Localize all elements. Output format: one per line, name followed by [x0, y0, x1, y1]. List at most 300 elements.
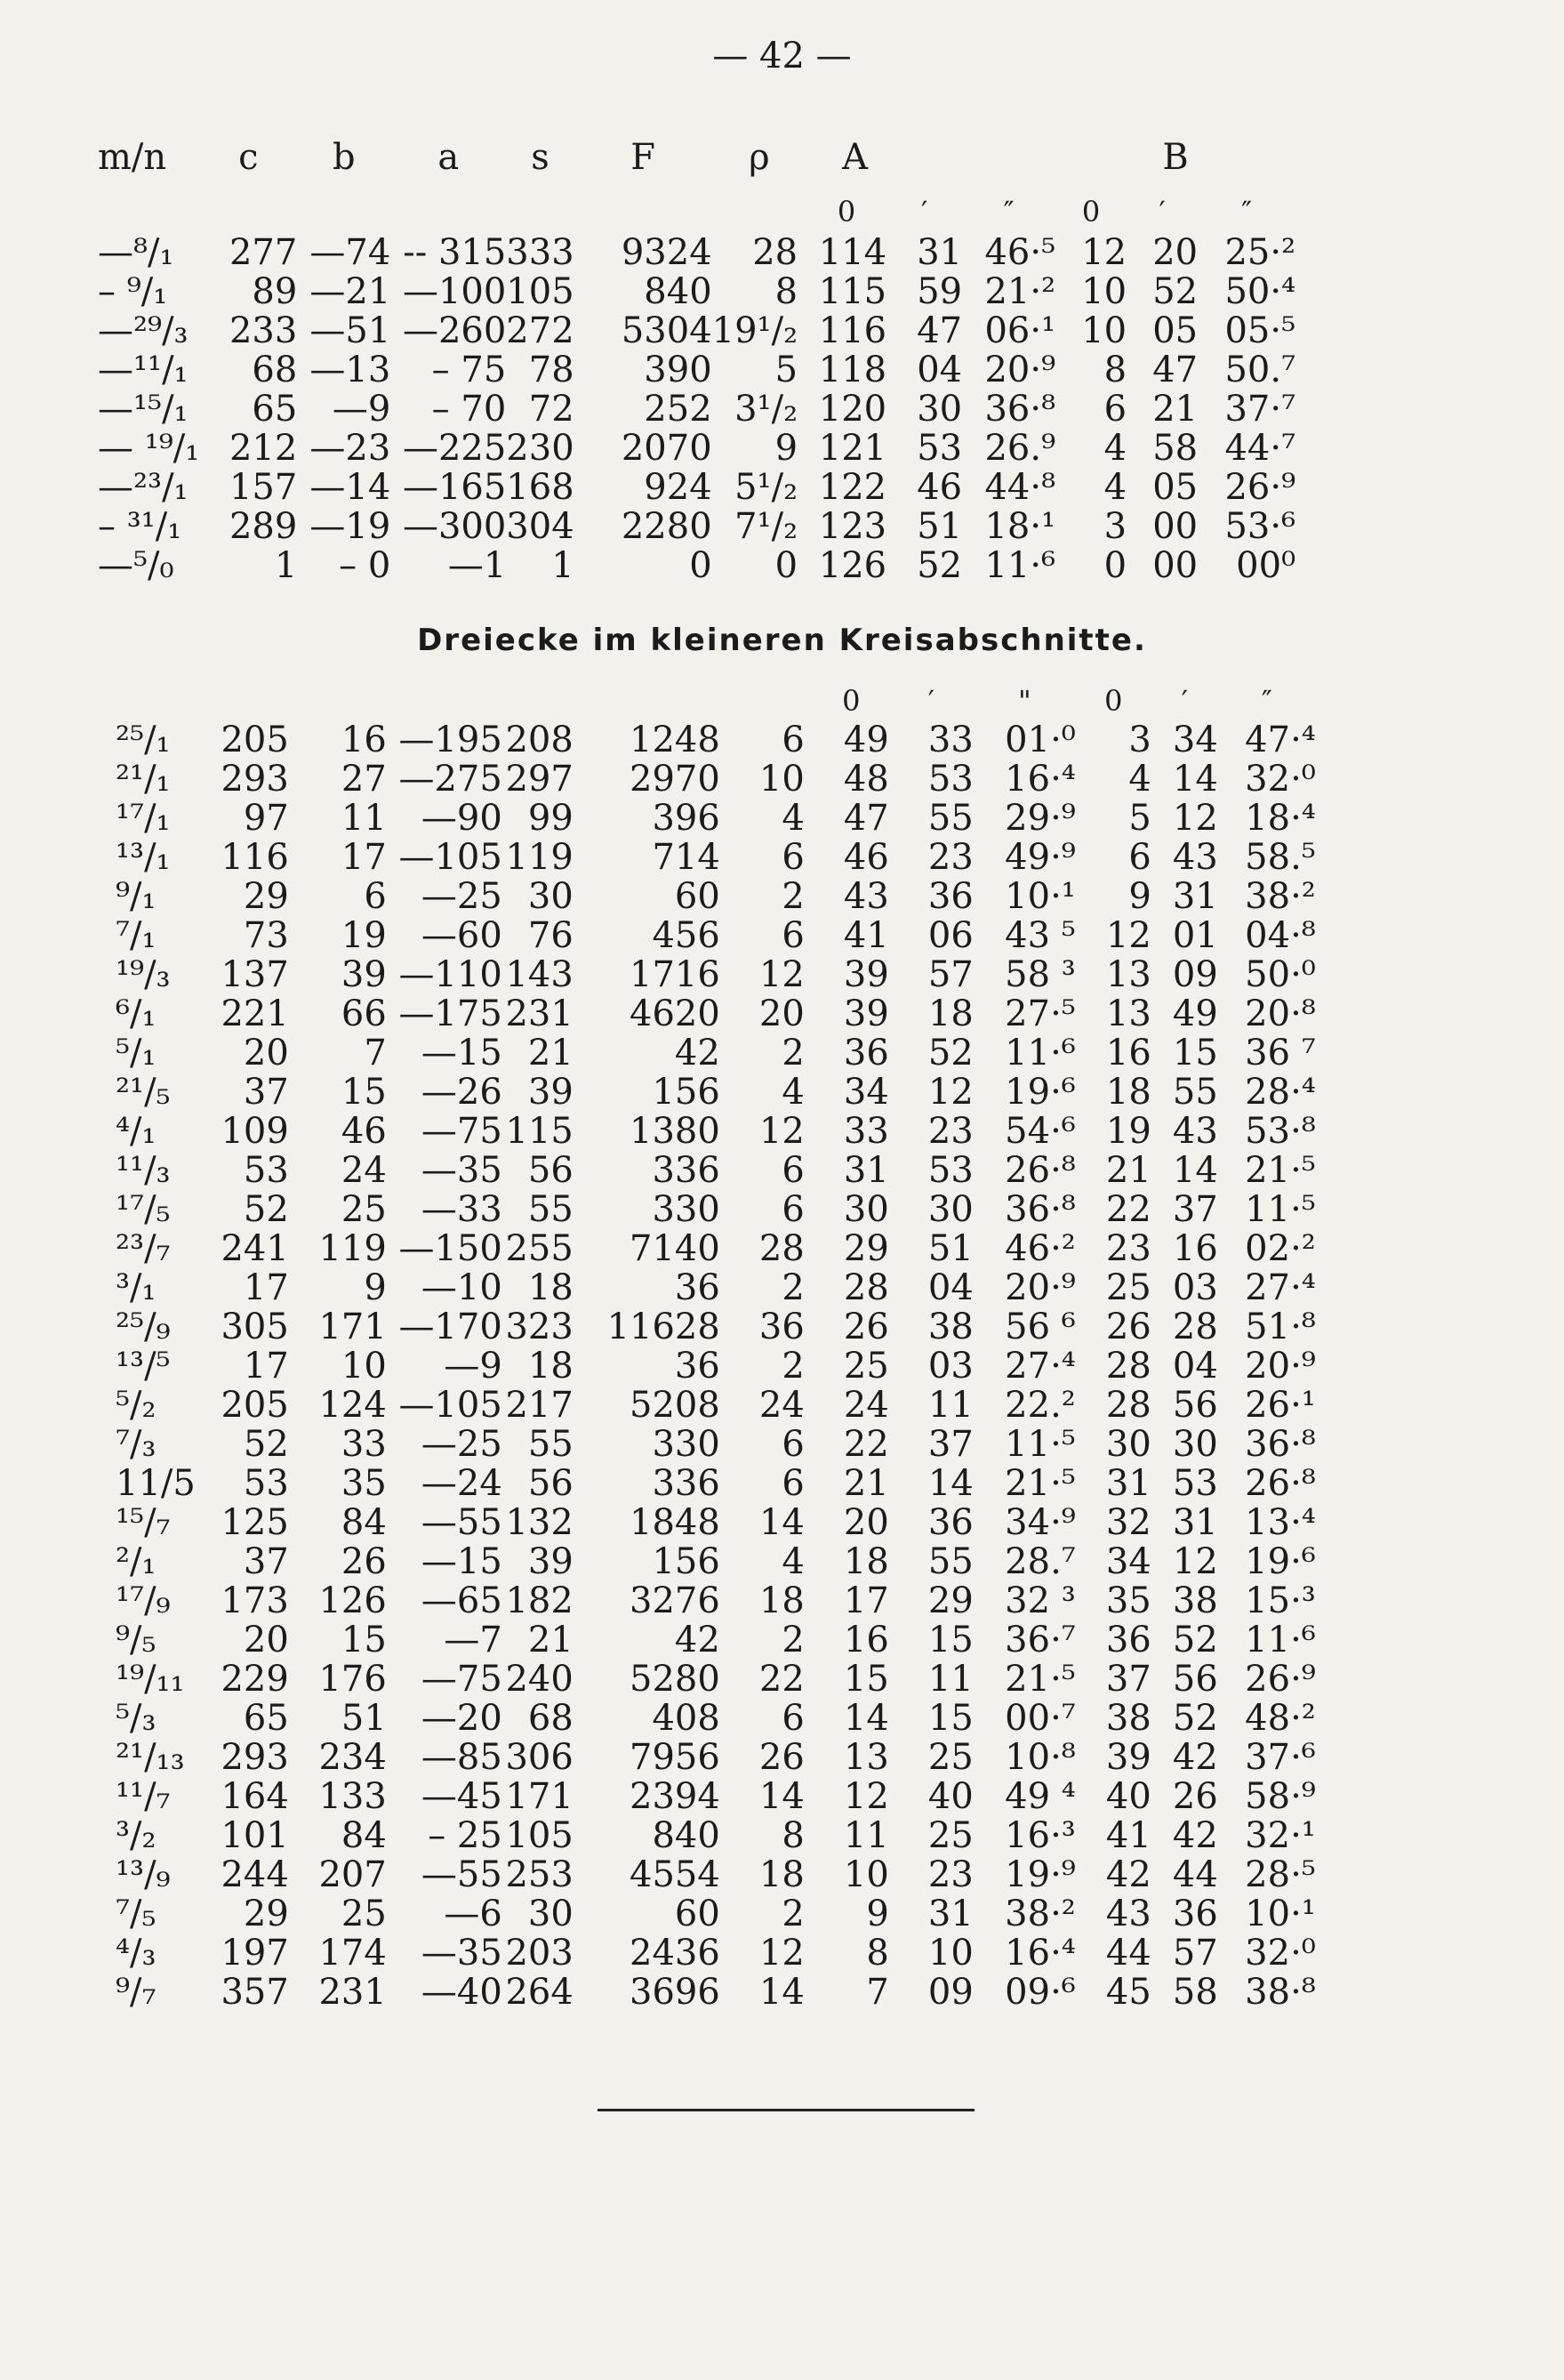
a-cell: —60 [421, 915, 502, 956]
fraction-cell: ⁷/₁ [116, 915, 156, 956]
b-deg-cell: 30 [1105, 1424, 1151, 1465]
a-min-cell: 46 [917, 467, 963, 508]
fraction-cell: ²¹/₁₃ [116, 1737, 185, 1778]
b-min-cell: 58 [1172, 1972, 1218, 2013]
b-deg-cell: 36 [1105, 1620, 1151, 1660]
s-cell: 119 [505, 837, 573, 878]
a-sec-cell: 49 ⁴ [1005, 1776, 1076, 1817]
a-cell: —165 [402, 467, 507, 508]
rho-cell: 2 [782, 1346, 805, 1387]
b-min-cell: 31 [1172, 1502, 1218, 1543]
a-cell: —10 [421, 1267, 502, 1308]
f-cell: 0 [689, 545, 712, 586]
table-row [116, 760, 1316, 799]
a-cell: —260 [402, 310, 507, 351]
f-cell: 330 [652, 1424, 720, 1465]
a-min-cell: 36 [927, 876, 974, 917]
f-cell: 4554 [630, 1854, 720, 1895]
a-cell: —100 [402, 271, 507, 312]
b-min-cell: 38 [1172, 1580, 1218, 1621]
a-min-cell: 31 [917, 232, 963, 273]
unit-b-sec: ″ [1241, 195, 1253, 229]
rho-cell: 2 [782, 1033, 805, 1073]
b-cell: 25 [341, 1894, 387, 1934]
fraction-cell: ¹¹/₃ [116, 1150, 171, 1191]
a-min-cell: 11 [927, 1385, 974, 1426]
b-sec-cell: 58.⁵ [1245, 837, 1316, 878]
s-cell: 143 [505, 954, 573, 995]
b-deg-cell: 12 [1105, 915, 1151, 956]
fraction-cell: ⁹/₇ [116, 1972, 156, 2013]
f-cell: 3696 [630, 1972, 720, 2013]
a-deg-cell: 20 [843, 1502, 889, 1543]
b-cell: 15 [341, 1620, 387, 1660]
f-cell: 336 [652, 1463, 720, 1504]
a-min-cell: 30 [917, 389, 963, 430]
b-cell: 33 [341, 1424, 387, 1465]
c-cell: 221 [221, 993, 289, 1034]
c-cell: 73 [243, 915, 289, 956]
rho-cell: 2 [782, 1267, 805, 1308]
rho-cell: 6 [782, 1463, 805, 1504]
b-min-cell: 42 [1172, 1815, 1218, 1856]
b-sec-cell: 44·⁷ [1224, 428, 1296, 469]
a-cell: —105 [398, 1385, 502, 1426]
b-min-cell: 00 [1152, 545, 1199, 586]
fraction-cell: ⁶/₁ [116, 993, 156, 1034]
c-cell: 37 [243, 1541, 289, 1582]
a-sec-cell: 19·⁹ [1005, 1854, 1076, 1895]
a-deg-cell: 7 [866, 1972, 889, 2013]
s-cell: 297 [505, 759, 573, 800]
s-cell: 30 [527, 876, 573, 917]
a-deg-cell: 9 [866, 1894, 889, 1934]
b-sec-cell: 00⁰ [1236, 545, 1296, 586]
f-cell: 5280 [630, 1659, 720, 1700]
unit-b-min: ′ [1181, 684, 1188, 718]
table-row [98, 468, 1295, 507]
c-cell: 197 [221, 1933, 289, 1974]
a-sec-cell: 11·⁶ [984, 545, 1056, 586]
unit-a-min: ′ [920, 195, 928, 229]
a-deg-cell: 21 [843, 1463, 889, 1504]
a-deg-cell: 28 [843, 1267, 889, 1308]
f-cell: 1380 [630, 1111, 720, 1152]
fraction-cell: —⁵/₀ [98, 545, 174, 586]
rho-cell: 18 [758, 1854, 805, 1895]
table-row [116, 1934, 1316, 1973]
b-sec-cell: 37·⁶ [1245, 1737, 1316, 1778]
f-cell: 336 [652, 1150, 720, 1191]
b-deg-cell: 10 [1081, 271, 1127, 312]
b-min-cell: 00 [1152, 506, 1199, 547]
a-deg-cell: 46 [843, 837, 889, 878]
fraction-cell: ¹⁹/₁₁ [116, 1659, 185, 1700]
table-row [116, 799, 1316, 838]
c-cell: 173 [221, 1580, 289, 1621]
a-min-cell: 15 [927, 1620, 974, 1660]
b-min-cell: 31 [1172, 876, 1218, 917]
a-sec-cell: 27·⁴ [1005, 1346, 1076, 1387]
b-sec-cell: 32·⁰ [1245, 1933, 1316, 1974]
f-cell: 42 [674, 1620, 720, 1660]
fraction-cell: ⁵/₂ [116, 1385, 156, 1426]
b-min-cell: 30 [1172, 1424, 1218, 1465]
fraction-cell: ²/₁ [116, 1541, 156, 1582]
b-cell: 234 [318, 1737, 387, 1778]
a-deg-cell: 25 [843, 1346, 889, 1387]
a-min-cell: 51 [927, 1228, 974, 1269]
f-cell: 9324 [621, 232, 712, 273]
fraction-cell: ⁷/₅ [116, 1894, 156, 1934]
a-cell: —55 [421, 1854, 502, 1895]
rho-cell: 6 [782, 837, 805, 878]
fraction-cell: ⁴/₃ [116, 1933, 156, 1974]
b-deg-cell: 13 [1105, 993, 1151, 1034]
b-deg-cell: 23 [1105, 1228, 1151, 1269]
a-deg-cell: 114 [818, 232, 887, 273]
header-c: c [238, 137, 259, 178]
c-cell: 205 [221, 720, 289, 760]
rho-cell: 8 [782, 1815, 805, 1856]
fraction-cell: — ¹⁹/₁ [98, 428, 200, 469]
c-cell: 52 [243, 1189, 289, 1230]
table-row [116, 1073, 1316, 1112]
b-sec-cell: 28·⁴ [1245, 1072, 1316, 1113]
b-cell: 27 [341, 759, 387, 800]
table-row [98, 350, 1295, 390]
rho-cell: 14 [758, 1502, 805, 1543]
a-deg-cell: 43 [843, 876, 889, 917]
b-cell: 133 [318, 1776, 387, 1817]
fraction-cell: ²¹/₅ [116, 1072, 171, 1113]
b-sec-cell: 27·⁴ [1245, 1267, 1316, 1308]
table-row [116, 1542, 1316, 1581]
rho-cell: 4 [782, 798, 805, 839]
b-min-cell: 05 [1152, 310, 1199, 351]
a-cell: —15 [421, 1541, 502, 1582]
a-deg-cell: 11 [843, 1815, 889, 1856]
s-cell: 76 [527, 915, 573, 956]
a-cell: —40 [421, 1972, 502, 2013]
a-deg-cell: 39 [843, 993, 889, 1034]
s-cell: 253 [505, 1854, 573, 1895]
f-cell: 11628 [606, 1307, 720, 1347]
a-min-cell: 59 [917, 271, 963, 312]
a-deg-cell: 115 [818, 271, 887, 312]
a-sec-cell: 11·⁵ [1005, 1424, 1076, 1465]
b-sec-cell: 36·⁸ [1245, 1424, 1316, 1465]
a-deg-cell: 10 [843, 1854, 889, 1895]
a-cell: —6 [444, 1894, 502, 1934]
header-rho: ρ [749, 137, 770, 178]
b-min-cell: 20 [1152, 232, 1199, 273]
rho-cell: 4 [782, 1072, 805, 1113]
b-sec-cell: 05·⁵ [1224, 310, 1296, 351]
b-sec-cell: 25·² [1224, 232, 1296, 273]
fraction-cell: ¹³/₁ [116, 837, 171, 878]
b-sec-cell: 02·² [1245, 1228, 1316, 1269]
b-sec-cell: 21·⁵ [1245, 1150, 1316, 1191]
table-row [116, 1425, 1316, 1464]
unit-b-deg: 0 [1081, 195, 1101, 229]
a-min-cell: 29 [927, 1580, 974, 1621]
b-min-cell: 47 [1152, 350, 1199, 390]
c-cell: 137 [221, 954, 289, 995]
b-min-cell: 49 [1172, 993, 1218, 1034]
fraction-cell: ¹⁵/₇ [116, 1502, 171, 1543]
a-deg-cell: 17 [843, 1580, 889, 1621]
a-cell: —15 [421, 1033, 502, 1073]
s-cell: 306 [505, 1737, 573, 1778]
b-cell: 207 [318, 1854, 387, 1895]
a-cell: —20 [421, 1698, 502, 1739]
b-deg-cell: 28 [1105, 1346, 1151, 1387]
table-row [116, 1738, 1316, 1777]
table-row [98, 429, 1295, 468]
b-cell: 126 [318, 1580, 387, 1621]
table-row [116, 1660, 1316, 1699]
rho-cell: 8 [774, 271, 798, 312]
f-cell: 2436 [630, 1933, 720, 1974]
table-row [116, 1307, 1316, 1347]
a-sec-cell: 58 ³ [1005, 954, 1076, 995]
b-deg-cell: 3 [1128, 720, 1151, 760]
a-sec-cell: 22.² [1005, 1385, 1076, 1426]
c-cell: 65 [252, 389, 298, 430]
b-min-cell: 52 [1172, 1620, 1218, 1660]
b-sec-cell: 48·² [1245, 1698, 1316, 1739]
fraction-cell: ¹⁷/₅ [116, 1189, 171, 1230]
a-cell: —300 [402, 506, 507, 547]
unit-a-deg: 0 [837, 195, 856, 229]
a-cell: —75 [421, 1659, 502, 1700]
b-min-cell: 55 [1172, 1072, 1218, 1113]
b-min-cell: 03 [1172, 1267, 1218, 1308]
b-deg-cell: 25 [1105, 1267, 1151, 1308]
fraction-cell: —¹¹/₁ [98, 350, 188, 390]
f-cell: 330 [652, 1189, 720, 1230]
header-a: a [437, 137, 460, 178]
a-sec-cell: 49·⁹ [1005, 837, 1076, 878]
a-sec-cell: 10·¹ [1005, 876, 1076, 917]
b-sec-cell: 36 ⁷ [1245, 1033, 1316, 1073]
fraction-cell: ³/₂ [116, 1815, 156, 1856]
rho-cell: 5 [774, 350, 798, 390]
fraction-cell: ⁷/₃ [116, 1424, 156, 1465]
a-deg-cell: 41 [843, 915, 889, 956]
b-min-cell: 53 [1172, 1463, 1218, 1504]
a-min-cell: 55 [927, 798, 974, 839]
fraction-cell: ³/₁ [116, 1267, 156, 1308]
a-cell: —105 [398, 837, 502, 878]
rho-cell: 5¹/₂ [734, 467, 798, 508]
section-title: Dreiecke im kleineren Kreisabschnitte. [417, 623, 1147, 658]
b-cell: 124 [318, 1385, 387, 1426]
a-sec-cell: 18·¹ [984, 506, 1056, 547]
table-row [116, 1581, 1316, 1620]
f-cell: 2070 [621, 428, 712, 469]
b-cell: —51 [309, 310, 391, 351]
b-deg-cell: 0 [1103, 545, 1127, 586]
b-min-cell: 43 [1172, 837, 1218, 878]
b-deg-cell: 41 [1105, 1815, 1151, 1856]
b-deg-cell: 4 [1103, 428, 1127, 469]
c-cell: 293 [221, 759, 289, 800]
f-cell: 7956 [630, 1737, 720, 1778]
b-min-cell: 15 [1172, 1033, 1218, 1073]
table-row [116, 955, 1316, 994]
rho-cell: 6 [782, 915, 805, 956]
c-cell: 277 [229, 232, 298, 273]
a-min-cell: 25 [927, 1815, 974, 1856]
c-cell: 53 [243, 1463, 289, 1504]
a-cell: -- 315 [403, 232, 507, 273]
a-cell: —170 [398, 1307, 502, 1347]
table-row [116, 1190, 1316, 1229]
c-cell: 89 [252, 271, 298, 312]
table-row [98, 233, 1295, 272]
s-cell: 182 [505, 1580, 573, 1621]
a-deg-cell: 30 [843, 1189, 889, 1230]
a-deg-cell: 14 [843, 1698, 889, 1739]
a-deg-cell: 49 [843, 720, 889, 760]
b-deg-cell: 40 [1105, 1776, 1151, 1817]
table-row [98, 390, 1295, 429]
f-cell: 408 [652, 1698, 720, 1739]
f-cell: 156 [652, 1541, 720, 1582]
rho-cell: 9 [774, 428, 798, 469]
c-cell: 157 [229, 467, 298, 508]
a-deg-cell: 26 [843, 1307, 889, 1347]
a-min-cell: 33 [927, 720, 974, 760]
a-cell: —110 [398, 954, 502, 995]
c-cell: 357 [221, 1972, 289, 2013]
a-min-cell: 03 [927, 1346, 974, 1387]
s-cell: 55 [527, 1424, 573, 1465]
s-cell: 231 [505, 993, 573, 1034]
fraction-cell: ¹¹/₇ [116, 1776, 171, 1817]
b-min-cell: 14 [1172, 759, 1218, 800]
s-cell: 78 [528, 350, 574, 390]
c-cell: 241 [221, 1228, 289, 1269]
rho-cell: 2 [782, 1894, 805, 1934]
a-min-cell: 52 [917, 545, 963, 586]
b-sec-cell: 18·⁴ [1245, 798, 1316, 839]
a-min-cell: 23 [927, 1854, 974, 1895]
f-cell: 3276 [630, 1580, 720, 1621]
fraction-cell: —²⁹/₃ [98, 310, 188, 351]
a-min-cell: 40 [927, 1776, 974, 1817]
s-cell: 18 [527, 1346, 573, 1387]
b-cell: 25 [341, 1189, 387, 1230]
top-table-body [98, 233, 1295, 585]
b-min-cell: 42 [1172, 1737, 1218, 1778]
a-cell: —65 [421, 1580, 502, 1621]
b-deg-cell: 28 [1105, 1385, 1151, 1426]
a-deg-cell: 15 [843, 1659, 889, 1700]
rho-cell: 20 [758, 993, 805, 1034]
table-row [98, 546, 1295, 585]
a-min-cell: 12 [927, 1072, 974, 1113]
f-cell: 156 [652, 1072, 720, 1113]
table-row [116, 1699, 1316, 1738]
a-sec-cell: 21·⁵ [1005, 1659, 1076, 1700]
f-cell: 1248 [630, 720, 720, 760]
rho-cell: 4 [782, 1541, 805, 1582]
table-row [116, 1033, 1316, 1073]
b-cell: 17 [341, 837, 387, 878]
a-cell: —35 [421, 1933, 502, 1974]
s-cell: 105 [506, 271, 574, 312]
page-number: — 42 — [712, 36, 852, 76]
a-sec-cell: 26.⁹ [984, 428, 1056, 469]
a-sec-cell: 34·⁹ [1005, 1502, 1076, 1543]
b-sec-cell: 50.⁷ [1224, 350, 1296, 390]
a-min-cell: 18 [927, 993, 974, 1034]
rho-cell: 12 [758, 1111, 805, 1152]
b-deg-cell: 6 [1103, 389, 1127, 430]
a-cell: —150 [398, 1228, 502, 1269]
fraction-cell: ²¹/₁ [116, 759, 171, 800]
fraction-cell: ¹³/₉ [116, 1854, 171, 1895]
rho-cell: 22 [758, 1659, 805, 1700]
a-deg-cell: 120 [818, 389, 887, 430]
c-cell: 101 [221, 1815, 289, 1856]
end-rule [598, 2109, 974, 2111]
rho-cell: 26 [758, 1737, 805, 1778]
table-row [116, 994, 1316, 1033]
a-min-cell: 53 [927, 1150, 974, 1191]
b-cell: 6 [364, 876, 387, 917]
b-sec-cell: 32·⁰ [1245, 759, 1316, 800]
b-deg-cell: 13 [1105, 954, 1151, 995]
b-sec-cell: 38·⁸ [1245, 1972, 1316, 2013]
a-min-cell: 30 [927, 1189, 974, 1230]
b-deg-cell: 37 [1105, 1659, 1151, 1700]
b-min-cell: 01 [1172, 915, 1218, 956]
a-min-cell: 04 [927, 1267, 974, 1308]
rho-cell: 28 [758, 1228, 805, 1269]
a-min-cell: 38 [927, 1307, 974, 1347]
table-row [116, 1503, 1316, 1542]
a-cell: —7 [444, 1620, 502, 1660]
rho-cell: 36 [758, 1307, 805, 1347]
a-min-cell: 23 [927, 1111, 974, 1152]
fraction-cell: ⁵/₃ [116, 1698, 156, 1739]
b-deg-cell: 32 [1105, 1502, 1151, 1543]
a-min-cell: 36 [927, 1502, 974, 1543]
b-cell: 119 [318, 1228, 387, 1269]
table-row [116, 838, 1316, 877]
b-sec-cell: 04·⁸ [1245, 915, 1316, 956]
a-sec-cell: 36·⁸ [1005, 1189, 1076, 1230]
f-cell: 2394 [630, 1776, 720, 1817]
header-angle-b: B [1162, 137, 1189, 178]
b-min-cell: 58 [1152, 428, 1199, 469]
b-cell: 9 [364, 1267, 387, 1308]
s-cell: 18 [527, 1267, 573, 1308]
s-cell: 333 [506, 232, 574, 273]
b-sec-cell: 47·⁴ [1245, 720, 1316, 760]
a-sec-cell: 06·¹ [984, 310, 1056, 351]
b-deg-cell: 22 [1105, 1189, 1151, 1230]
a-sec-cell: 21·⁵ [1005, 1463, 1076, 1504]
b-sec-cell: 15·³ [1245, 1580, 1316, 1621]
c-cell: 52 [243, 1424, 289, 1465]
c-cell: 305 [221, 1307, 289, 1347]
table-row [98, 272, 1295, 311]
